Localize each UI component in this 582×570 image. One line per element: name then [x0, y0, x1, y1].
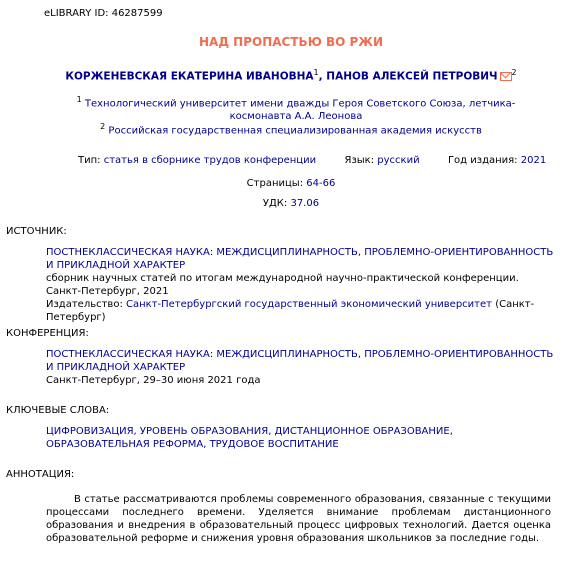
lang-value: русский	[377, 155, 420, 166]
conference-title-link[interactable]: ПОСТНЕКЛАССИЧЕСКАЯ НАУКА: МЕЖДИСЦИПЛИНАРНОСТЬ, ПРОБЛЕМНО-ОРИЕНТИРОВАННОСТЬ И ПРИКЛАДНОЙ ХАРАКТЕР	[46, 349, 554, 373]
affiliation-link-1[interactable]: Технологический университет имени дважды Героя Советского Союза, летчика-космонавта А.А. Леонова	[84, 98, 516, 123]
keyword-link[interactable]: ЦИФРОВИЗАЦИЯ	[46, 426, 134, 437]
affiliation-2	[0, 122, 582, 137]
publisher-label: Издательство:	[46, 299, 123, 310]
pages-line	[0, 177, 582, 190]
keyword-link[interactable]: ТРУДОВОЕ ВОСПИТАНИЕ	[209, 439, 339, 450]
pages-label: Страницы:	[246, 178, 304, 189]
source-publisher-line	[46, 298, 556, 324]
lang-label: Язык:	[344, 155, 375, 166]
author-sup-2: 2	[511, 68, 517, 77]
author-link-1[interactable]: КОРЖЕНЕВСКАЯ ЕКАТЕРИНА ИВАНОВНА	[65, 70, 314, 83]
type-value: статья в сборнике трудов конференции	[103, 155, 317, 166]
source-description: сборник научных статей по итогам международной научно-практической конференции. Санкт-Петербург, 2021	[46, 273, 519, 297]
year-label: Год издания:	[447, 155, 518, 166]
affiliation-1	[46, 95, 546, 123]
publisher-link[interactable]: Санкт-Петербургский государственный экономический университет	[126, 299, 492, 310]
year-value: 2021	[520, 155, 547, 166]
authors-line	[0, 68, 582, 84]
article-title: НАД ПРОПАСТЬЮ ВО РЖИ	[198, 35, 384, 49]
affiliation-num-2: 2	[100, 122, 106, 131]
keywords-list: ЦИФРОВИЗАЦИЯ, УРОВЕНЬ ОБРАЗОВАНИЯ, ДИСТАНЦИОННОЕ ОБРАЗОВАНИЕ, ОБРАЗОВАТЕЛЬНАЯ РЕФОРМА, ТРУДОВОЕ ВОСПИТАНИЕ	[46, 426, 453, 450]
annotation-label: АННОТАЦИЯ:	[6, 469, 75, 480]
keyword-link[interactable]: ДИСТАНЦИОННОЕ ОБРАЗОВАНИЕ	[274, 426, 450, 437]
meta-line	[78, 154, 546, 167]
publisher-city: (Санкт-Петербург)	[46, 299, 535, 323]
elibrary-id: eLIBRARY ID: 46287599	[44, 8, 163, 19]
keyword-link[interactable]: УРОВЕНЬ ОБРАЗОВАНИЯ	[139, 426, 269, 437]
pages-value: 64-66	[306, 178, 336, 189]
author-link-2[interactable]: ПАНОВ АЛЕКСЕЙ ПЕТРОВИЧ	[326, 70, 498, 83]
mail-icon[interactable]	[500, 72, 512, 81]
conference-label: КОНФЕРЕНЦИЯ:	[6, 328, 89, 339]
conference-block	[46, 348, 556, 387]
affiliation-num-1: 1	[76, 95, 82, 104]
conference-place-date: Санкт-Петербург, 29–30 июня 2021 года	[46, 375, 261, 386]
author-sup-1: 1	[313, 68, 319, 77]
source-block	[46, 246, 556, 324]
udk-label: УДК:	[262, 198, 288, 209]
source-title-link[interactable]: ПОСТНЕКЛАССИЧЕСКАЯ НАУКА: МЕЖДИСЦИПЛИНАРНОСТЬ, ПРОБЛЕМНО-ОРИЕНТИРОВАННОСТЬ И ПРИКЛАДНОЙ ХАРАКТЕР	[46, 247, 554, 271]
udk-line	[0, 197, 582, 210]
type-label: Тип:	[78, 155, 101, 166]
udk-value: 37.06	[290, 198, 320, 209]
keyword-link[interactable]: ОБРАЗОВАТЕЛЬНАЯ РЕФОРМА	[46, 439, 204, 450]
author-separator: ,	[318, 70, 323, 83]
annotation-text: В статье рассматриваются проблемы современного образования, связанные с текущими процессами последнего времени. Уделяется внимание проблемам дистанционного образования и внедрения в образовательный процесс цифровых технологий. Дается оценка образовательной реформе и снижения уровня образования школьников за последние годы.	[46, 494, 551, 544]
source-label: ИСТОЧНИК:	[6, 226, 67, 237]
keywords-label: КЛЮЧЕВЫЕ СЛОВА:	[6, 405, 110, 416]
affiliation-link-2[interactable]: Российская государственная специализированная академия искусств	[108, 125, 482, 137]
